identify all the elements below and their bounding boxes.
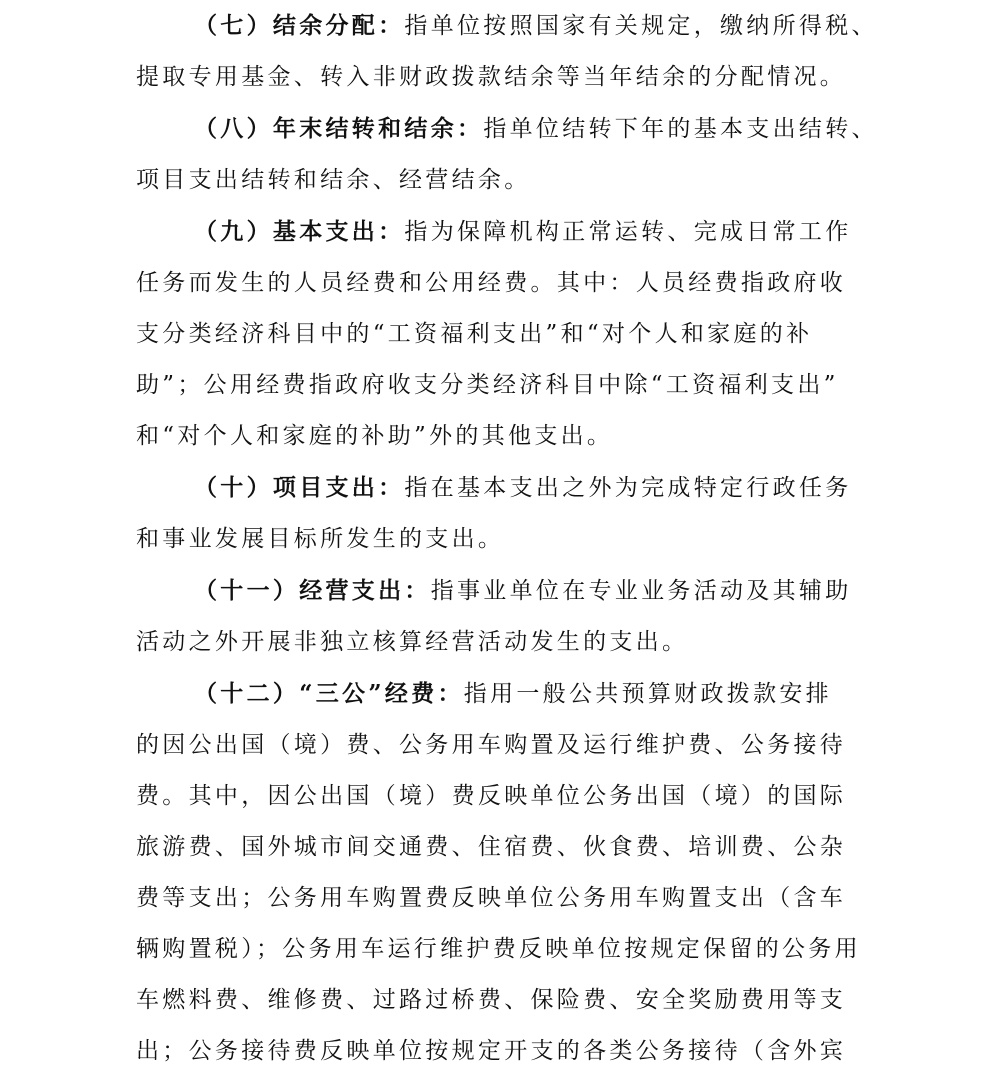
term-definition: 指在基本支出之外为完成特定行政任务 [404,475,852,501]
text-line: 的因公出国（境）费、公务用车购置及运行维护费、公务接待 [136,732,847,758]
term-heading: （十）项目支出： [194,474,405,501]
text-line: 车燃料费、维修费、过路过桥费、保险费、安全奖励费用等支 [136,987,847,1013]
term-definition: 指为保障机构正常运转、完成日常工作 [404,219,852,245]
term-heading: （八）年末结转和结余： [194,115,484,142]
text-line: 和“对个人和家庭的补助”外的其他支出。 [136,423,614,449]
text-line: 出；公务接待费反映单位按规定开支的各类公务接待（含外宾 [136,1038,847,1064]
document-page [136,0,896,1077]
term-heading: （十二）“三公”经费： [194,680,464,707]
term-heading: （七）结余分配： [194,12,405,39]
text-line [136,206,896,258]
text-line: 项目支出结转和结余、经营结余。 [136,167,531,193]
text-line [136,668,896,720]
text-line: 支分类经济科目中的“工资福利支出”和“对个人和家庭的补 [136,321,813,347]
term-heading: （十一）经营支出： [194,577,431,604]
term-heading: （九）基本支出： [194,218,405,245]
paragraph-surplus-distribution [136,0,896,103]
text-line: 费等支出；公务用车购置费反映单位公务用车购置支出（含车 [136,885,847,911]
term-definition: 指单位结转下年的基本支出结转、 [483,116,878,142]
paragraph-operating-expenditure [136,565,896,668]
text-line: 活动之外开展非独立核算经营活动发生的支出。 [136,629,689,655]
text-line: 任务而发生的人员经费和公用经费。其中：人员经费指政府收 [136,270,847,296]
text-line: 和事业发展目标所发生的支出。 [136,526,505,552]
text-line: 助”；公用经费指政府收支分类经济科目中除“工资福利支出” [136,372,839,398]
text-line: 费。其中，因公出国（境）费反映单位公务出国（境）的国际 [136,783,847,809]
text-line [136,0,896,52]
paragraph-three-public-expenses [136,668,896,1077]
paragraph-year-end-carryover [136,103,896,206]
term-definition: 指单位按照国家有关规定，缴纳所得税、 [404,13,878,39]
text-line: 旅游费、国外城市间交通费、住宿费、伙食费、培训费、公杂 [136,834,847,860]
text-line [136,565,896,617]
text-line: 提取专用基金、转入非财政拨款结余等当年结余的分配情况。 [136,64,847,90]
text-line [136,462,896,514]
text-line [136,103,896,155]
paragraph-project-expenditure [136,462,896,565]
term-definition: 指用一般公共预算财政拨款安排 [463,681,832,707]
term-definition: 指事业单位在专业业务活动及其辅助 [430,578,852,604]
paragraph-basic-expenditure [136,206,896,462]
text-line: 辆购置税）；公务用车运行维护费反映单位按规定保留的公务用 [136,936,861,962]
